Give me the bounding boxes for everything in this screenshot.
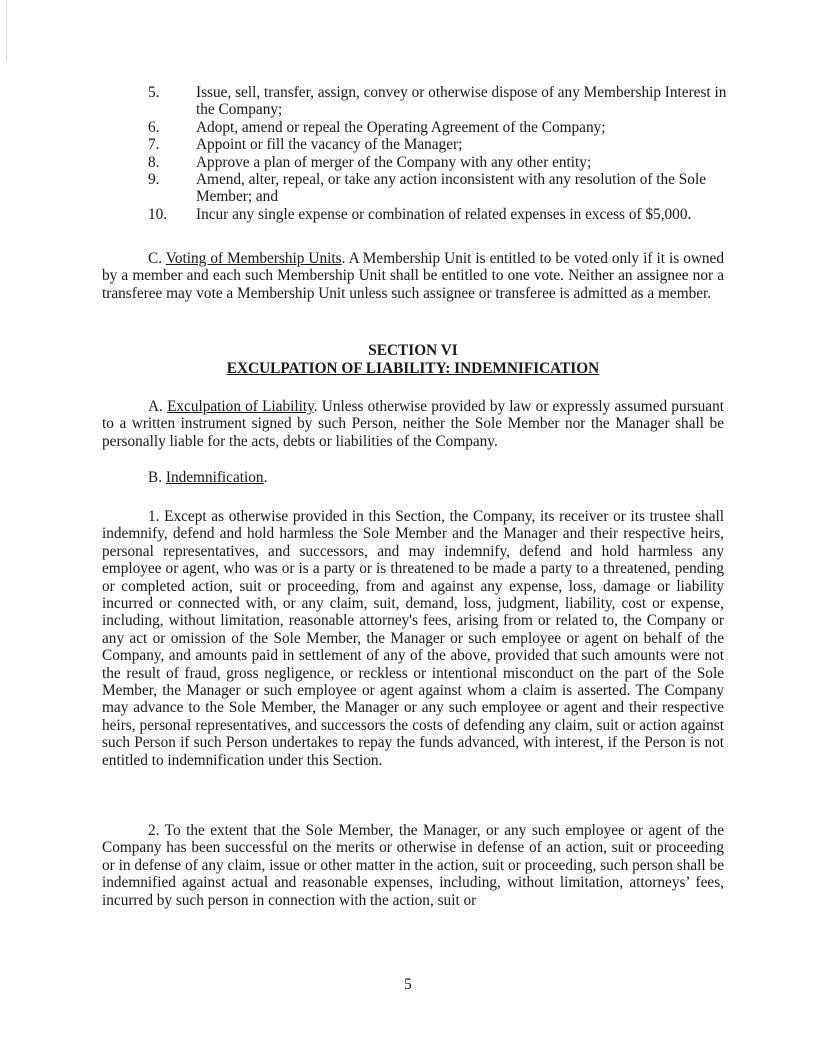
list-item-text: Appoint or fill the vacancy of the Manager;	[196, 136, 463, 154]
list-item	[148, 171, 728, 206]
list-item	[148, 206, 728, 223]
exculpation-title: Exculpation of Liability	[167, 398, 314, 415]
list-item	[148, 84, 728, 119]
list-item-number: 9.	[148, 171, 160, 189]
list-item	[148, 119, 728, 136]
indemnification-suffix: .	[263, 469, 268, 486]
list-item-number: 5.	[148, 84, 160, 101]
section-title	[102, 360, 724, 377]
restricted-actions-list	[148, 84, 728, 223]
section-title-text: EXCULPATION OF LIABILITY: INDEMNIFICATION	[226, 360, 600, 377]
list-item-number: 8.	[148, 153, 160, 171]
list-item-text: Amend, alter, repeal, or take any action inconsistent with any resolution of the Sole Member; and	[196, 171, 706, 206]
indemnification-prefix: B.	[148, 469, 163, 486]
indemnification-heading	[102, 469, 724, 486]
section-number: SECTION VI	[368, 342, 458, 359]
list-item	[148, 136, 728, 153]
list-item-text: Issue, sell, transfer, assign, convey or otherwise dispose of any Membership Interest in the Company;	[196, 84, 727, 119]
indemnification-paragraph-2: 2. To the extent that the Sole Member, the Manager, or any such employee or agent of the Company has been successful on the merits or otherwise in defense of an action, suit or proceeding or in defense of any claim, issue or other matter in the action, suit or proceeding, such person shall be indemnified against actual and reasonable expenses, including, without limitation, attorneys’ fees, incurred by such person in connection with the action, suit or	[102, 822, 724, 909]
page-number: 5	[404, 976, 412, 993]
list-item	[148, 154, 728, 171]
indemnification-paragraph-1: 1. Except as otherwise provided in this Section, the Company, its receiver or its trustee shall indemnify, defend and hold harmless the Sole Member and the Manager and their respective heirs, personal representatives, and successors, and may indemnify, defend and hold harmless any employee or agent, who was or is a party or is threatened to be made a party to a threatened, pending or completed action, suit or proceeding, from and against any expense, loss, damage or liability incurred or connected with, or any claim, suit, demand, loss, judgment, liability, cost or expense, including, without limitation, reasonable attorney's fees, arising from or related to, the Company or any act or omission of the Sole Member, the Manager or such employee or agent on behalf of the Company, and amounts paid in settlement of any of the above, provided that such amounts were not the result of fraud, gross negligence, or reckless or intentional misconduct on the part of the Sole Member, the Manager or such employee or agent against whom a claim is asserted. The Company may advance to the Sole Member, the Manager or any such employee or agent and their respective heirs, personal representatives, and successors the costs of defending any claim, suit or action against such Person if such Person undertakes to repay the funds advanced, with interest, if the Person is not entitled to indemnification under this Section.	[102, 508, 724, 769]
exculpation-prefix: A.	[148, 398, 163, 415]
list-item-number: 7.	[148, 136, 160, 154]
indemnification-title: Indemnification	[165, 469, 264, 486]
voting-paragraph	[102, 250, 724, 302]
exculpation-body: . Unless otherwise provided by law or expressly assumed pursuant to a written instrument signed by such Person, neither the Sole Member nor the Manager shall be personally liable for the acts, debts or liabilities of the Company.	[102, 398, 724, 450]
list-item-number: 10.	[148, 205, 168, 223]
list-item-text: Approve a plan of merger of the Company with any other entity;	[196, 153, 592, 171]
list-item-text: Adopt, amend or repeal the Operating Agreement of the Company;	[196, 118, 606, 136]
voting-title: Voting of Membership Units	[165, 250, 342, 267]
exculpation-paragraph	[102, 398, 724, 450]
voting-prefix: C.	[148, 250, 163, 267]
list-item-text: Incur any single expense or combination of related expenses in excess of $5,000.	[196, 205, 692, 223]
scan-edge-mark	[6, 0, 7, 62]
list-item-number: 6.	[148, 118, 160, 136]
voting-body: . A Membership Unit is entitled to be voted only if it is owned by a member and each such Membership Unit shall be entitled to one vote. Neither an assignee nor a transferee may vote a Membership Unit unless such assignee or transferee is admitted as a member.	[102, 250, 724, 302]
